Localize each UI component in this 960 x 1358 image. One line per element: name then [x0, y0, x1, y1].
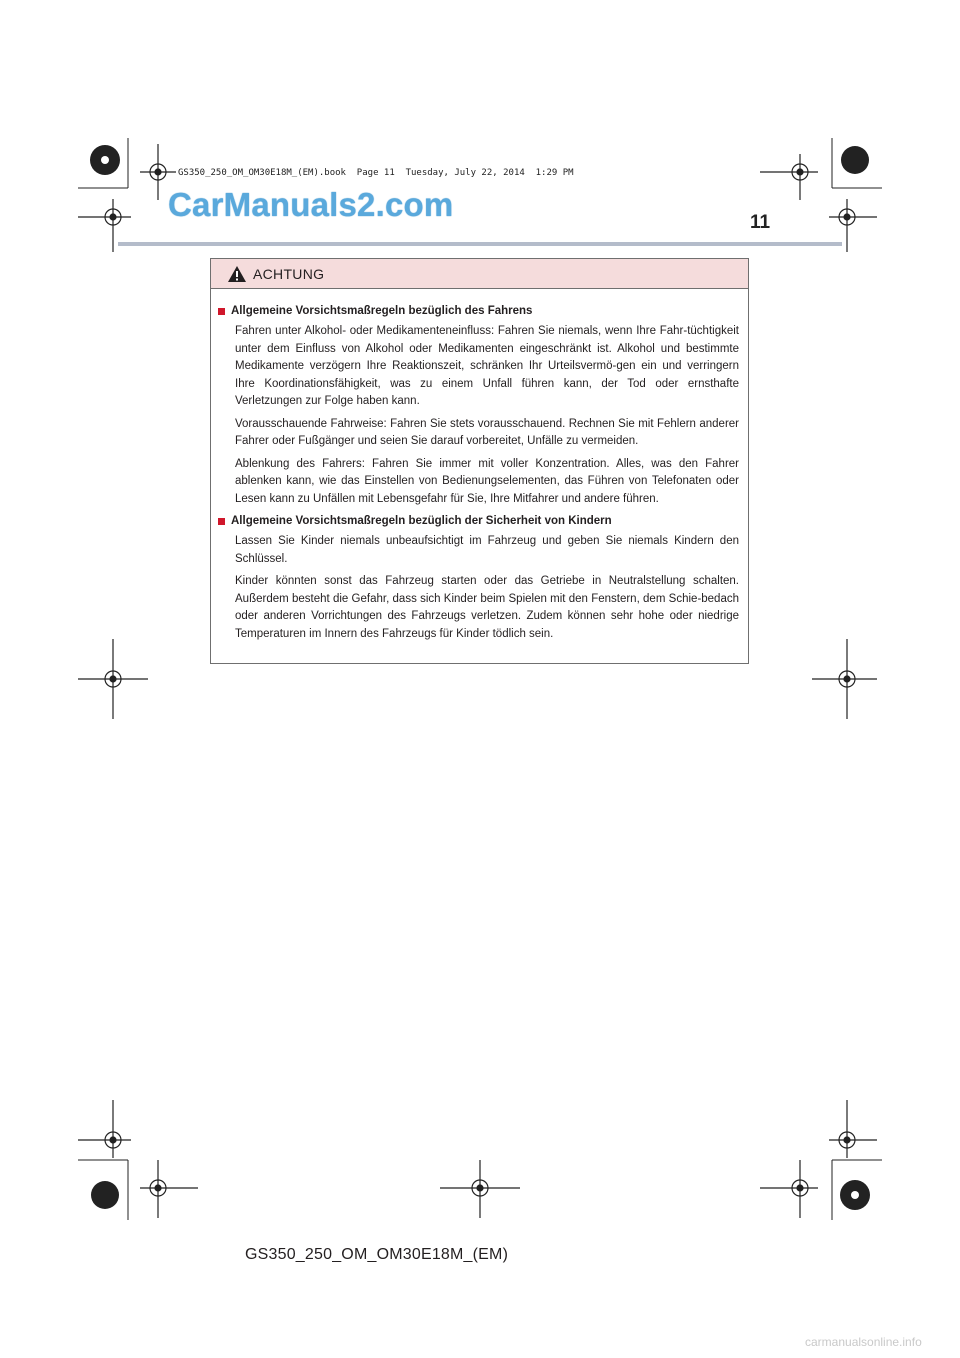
warning-box: [210, 258, 749, 664]
paragraph: Kinder könnten sonst das Fahrzeug starten oder das Getriebe in Neutralstellung schalten. Außerdem besteht die Gefahr, dass sich Kinder beim Spielen mit den Fenstern, dem Schie-bedach oder anderen Vorrichtungen des Fahrzeugs verletzen. Zudem können sehr hohe oder niedrige Temperaturen im Innern des Fahrzeugs für Kinder tödlich sein.: [235, 575, 739, 640]
section-heading-text: Allgemeine Vorsichtsmaßregeln bezüglich der Sicherheit von Kindern: [231, 515, 612, 527]
warning-body: [211, 289, 748, 643]
book-file-header: GS350_250_OM_OM30E18M_(EM).book Page 11 Tuesday, July 22, 2014 1:29 PM: [178, 168, 574, 178]
paragraph: Lassen Sie Kinder niemals unbeaufsichtigt im Fahrzeug und geben Sie niemals Kindern den Schlüssel.: [235, 535, 739, 565]
watermark-logo: CarManuals2.com: [168, 186, 454, 223]
section-heading: [216, 303, 739, 320]
header-rule: [118, 242, 842, 246]
paragraph: Fahren unter Alkohol- oder Medikamenteneinfluss: Fahren Sie niemals, wenn Ihre Fahr-tüchtigkeit unter dem Einfluss von Alkohol oder Medikamenten eingeschränkt ist. Alkohol und bestimmte Medikamente verzögern Ihre Reaktionszeit, schränken Ihr Urteilsvermö-gen ein und verringern Ihre Koordinationsfähigkeit, was zu einem Unfall führen kann, der Tod oder ernsthafte Verletzungen zur Folge haben kann.: [235, 325, 739, 407]
section-heading-text: Allgemeine Vorsichtsmaßregeln bezüglich des Fahrens: [231, 305, 533, 317]
warning-header: [211, 259, 748, 289]
square-bullet-icon: [218, 518, 225, 525]
watermark-footer: carmanualsonline.info: [805, 1335, 922, 1349]
paragraph: Ablenkung des Fahrers: Fahren Sie immer mit voller Konzentration. Alles, was den Fahrer ablenken kann, wie das Einstellen von Bedienungselementen, das Führen von Telefonaten oder Lesen kann zu Unfällen mit Lebensgefahr für Sie, Ihre Mitfahrer und andere führen.: [235, 457, 739, 505]
square-bullet-icon: [218, 308, 225, 315]
warning-triangle-icon: [227, 265, 247, 283]
section-heading: [216, 513, 739, 530]
paragraph: Vorausschauende Fahrweise: Fahren Sie stets vorausschauend. Rechnen Sie mit Fehlern anderer Fahrer oder Fußgänger und seien Sie darauf vorbereitet, Unfälle zu vermeiden.: [235, 417, 739, 447]
page-number: 11: [750, 212, 771, 233]
warning-title: ACHTUNG: [253, 265, 325, 282]
footer-document-code: GS350_250_OM_OM30E18M_(EM): [245, 1246, 509, 1263]
